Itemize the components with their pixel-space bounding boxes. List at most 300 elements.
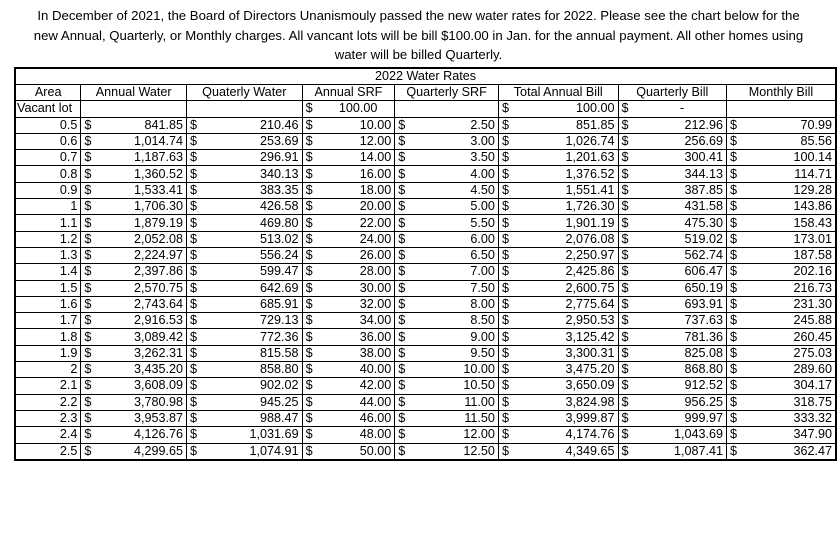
vacant-quarterly-srf xyxy=(395,101,499,117)
cell-quarterly-bill-currency: $ xyxy=(618,296,638,312)
cell-area: 2.5 xyxy=(15,443,81,460)
cell-total-annual-bill: 1,201.63 xyxy=(518,150,618,166)
cell-annual-water-currency: $ xyxy=(81,394,101,410)
cell-total-annual-bill: 2,950.53 xyxy=(518,313,618,329)
cell-monthly-bill: 143.86 xyxy=(746,199,836,215)
cell-monthly-bill: 187.58 xyxy=(746,247,836,263)
cell-annual-srf-currency: $ xyxy=(302,280,322,296)
cell-quarterly-water-currency: $ xyxy=(187,345,207,361)
cell-annual-water-currency: $ xyxy=(81,166,101,182)
cell-quarterly-water-currency: $ xyxy=(187,362,207,378)
vacant-area: Vacant lot xyxy=(15,101,81,117)
cell-area: 1.5 xyxy=(15,280,81,296)
cell-quarterly-srf: 2.50 xyxy=(415,117,499,133)
cell-quarterly-bill: 256.69 xyxy=(638,133,727,149)
cell-total-annual-bill: 2,600.75 xyxy=(518,280,618,296)
cell-quarterly-bill: 781.36 xyxy=(638,329,727,345)
cell-annual-srf: 46.00 xyxy=(322,410,395,426)
cell-total-annual-bill-currency: $ xyxy=(498,166,518,182)
cell-quarterly-water-currency: $ xyxy=(187,410,207,426)
cell-monthly-bill: 85.56 xyxy=(746,133,836,149)
cell-annual-srf: 26.00 xyxy=(322,247,395,263)
cell-quarterly-srf: 4.50 xyxy=(415,182,499,198)
cell-quarterly-water-currency: $ xyxy=(187,427,207,443)
cell-annual-water: 2,224.97 xyxy=(101,247,187,263)
cell-total-annual-bill: 2,250.97 xyxy=(518,247,618,263)
cell-quarterly-srf-currency: $ xyxy=(395,378,415,394)
cell-quarterly-srf-currency: $ xyxy=(395,427,415,443)
table-row xyxy=(15,443,836,460)
cell-annual-srf: 40.00 xyxy=(322,362,395,378)
cell-quarterly-srf-currency: $ xyxy=(395,280,415,296)
cell-annual-srf: 20.00 xyxy=(322,199,395,215)
cell-annual-water-currency: $ xyxy=(81,410,101,426)
cell-annual-water-currency: $ xyxy=(81,313,101,329)
cell-annual-water-currency: $ xyxy=(81,345,101,361)
cell-quarterly-srf: 11.50 xyxy=(415,410,499,426)
table-row xyxy=(15,362,836,378)
table-header-row xyxy=(15,85,836,101)
cell-quarterly-water: 383.35 xyxy=(206,182,302,198)
cell-annual-srf-currency: $ xyxy=(302,117,322,133)
cell-area: 1.8 xyxy=(15,329,81,345)
cell-quarterly-water: 210.46 xyxy=(206,117,302,133)
cell-total-annual-bill-currency: $ xyxy=(498,427,518,443)
cell-quarterly-water: 772.36 xyxy=(206,329,302,345)
cell-quarterly-water-currency: $ xyxy=(187,215,207,231)
cell-annual-water: 1,187.63 xyxy=(101,150,187,166)
cell-total-annual-bill-currency: $ xyxy=(498,313,518,329)
table-row xyxy=(15,150,836,166)
vacant-annual-srf-currency: $ xyxy=(302,101,322,117)
cell-annual-water: 2,052.08 xyxy=(101,231,187,247)
cell-total-annual-bill-currency: $ xyxy=(498,215,518,231)
cell-total-annual-bill: 851.85 xyxy=(518,117,618,133)
cell-quarterly-water-currency: $ xyxy=(187,313,207,329)
table-row xyxy=(15,199,836,215)
cell-quarterly-bill-currency: $ xyxy=(618,329,638,345)
cell-area: 1.1 xyxy=(15,215,81,231)
cell-quarterly-water: 426.58 xyxy=(206,199,302,215)
cell-annual-srf-currency: $ xyxy=(302,410,322,426)
cell-annual-srf: 44.00 xyxy=(322,394,395,410)
cell-quarterly-water-currency: $ xyxy=(187,329,207,345)
cell-quarterly-bill-currency: $ xyxy=(618,280,638,296)
cell-annual-water: 1,706.30 xyxy=(101,199,187,215)
cell-quarterly-bill-currency: $ xyxy=(618,313,638,329)
cell-quarterly-water-currency: $ xyxy=(187,199,207,215)
cell-total-annual-bill-currency: $ xyxy=(498,150,518,166)
table-row xyxy=(15,313,836,329)
cell-quarterly-bill-currency: $ xyxy=(618,410,638,426)
cell-quarterly-bill: 387.85 xyxy=(638,182,727,198)
cell-quarterly-water-currency: $ xyxy=(187,443,207,460)
cell-total-annual-bill: 4,174.76 xyxy=(518,427,618,443)
cell-annual-srf: 14.00 xyxy=(322,150,395,166)
cell-monthly-bill-currency: $ xyxy=(727,410,747,426)
cell-annual-water: 1,360.52 xyxy=(101,166,187,182)
cell-quarterly-srf-currency: $ xyxy=(395,215,415,231)
cell-quarterly-water: 815.58 xyxy=(206,345,302,361)
cell-total-annual-bill: 3,824.98 xyxy=(518,394,618,410)
cell-quarterly-srf: 3.50 xyxy=(415,150,499,166)
cell-annual-srf-currency: $ xyxy=(302,329,322,345)
cell-annual-srf: 38.00 xyxy=(322,345,395,361)
cell-quarterly-water-currency: $ xyxy=(187,166,207,182)
cell-annual-srf: 24.00 xyxy=(322,231,395,247)
cell-annual-srf-currency: $ xyxy=(302,362,322,378)
cell-monthly-bill: 231.30 xyxy=(746,296,836,312)
cell-total-annual-bill: 2,076.08 xyxy=(518,231,618,247)
vacant-annual-srf: 100.00 xyxy=(322,101,395,117)
cell-quarterly-srf: 5.00 xyxy=(415,199,499,215)
cell-area: 0.6 xyxy=(15,133,81,149)
cell-quarterly-srf: 7.50 xyxy=(415,280,499,296)
cell-monthly-bill-currency: $ xyxy=(727,247,747,263)
cell-quarterly-srf: 11.00 xyxy=(415,394,499,410)
cell-monthly-bill: 362.47 xyxy=(746,443,836,460)
cell-quarterly-bill: 650.19 xyxy=(638,280,727,296)
cell-monthly-bill: 216.73 xyxy=(746,280,836,296)
cell-quarterly-bill: 300.41 xyxy=(638,150,727,166)
cell-monthly-bill: 114.71 xyxy=(746,166,836,182)
cell-quarterly-water-currency: $ xyxy=(187,394,207,410)
cell-monthly-bill-currency: $ xyxy=(727,280,747,296)
cell-area: 1.7 xyxy=(15,313,81,329)
cell-quarterly-srf: 4.00 xyxy=(415,166,499,182)
intro-paragraph xyxy=(0,6,837,65)
cell-annual-srf-currency: $ xyxy=(302,150,322,166)
cell-monthly-bill-currency: $ xyxy=(727,182,747,198)
cell-annual-srf-currency: $ xyxy=(302,166,322,182)
cell-monthly-bill-currency: $ xyxy=(727,362,747,378)
table-row xyxy=(15,329,836,345)
cell-annual-water-currency: $ xyxy=(81,329,101,345)
cell-quarterly-bill-currency: $ xyxy=(618,443,638,460)
cell-total-annual-bill: 2,775.64 xyxy=(518,296,618,312)
cell-quarterly-water-currency: $ xyxy=(187,296,207,312)
cell-quarterly-bill: 344.13 xyxy=(638,166,727,182)
cell-quarterly-bill-currency: $ xyxy=(618,133,638,149)
cell-monthly-bill: 245.88 xyxy=(746,313,836,329)
intro-line-3: water will be billed Quarterly. xyxy=(334,47,503,62)
table-row xyxy=(15,215,836,231)
header-total-annual-bill: Total Annual Bill xyxy=(498,85,618,101)
cell-annual-water: 1,879.19 xyxy=(101,215,187,231)
vacant-monthly-bill xyxy=(727,101,837,117)
cell-annual-water-currency: $ xyxy=(81,362,101,378)
cell-monthly-bill: 275.03 xyxy=(746,345,836,361)
cell-annual-water-currency: $ xyxy=(81,443,101,460)
cell-monthly-bill-currency: $ xyxy=(727,231,747,247)
cell-annual-srf-currency: $ xyxy=(302,427,322,443)
header-annual-srf: Annual SRF xyxy=(302,85,395,101)
cell-quarterly-bill-currency: $ xyxy=(618,231,638,247)
cell-quarterly-bill: 956.25 xyxy=(638,394,727,410)
cell-annual-water-currency: $ xyxy=(81,150,101,166)
cell-quarterly-srf-currency: $ xyxy=(395,313,415,329)
cell-annual-water-currency: $ xyxy=(81,378,101,394)
cell-quarterly-srf: 8.00 xyxy=(415,296,499,312)
cell-monthly-bill-currency: $ xyxy=(727,166,747,182)
cell-quarterly-srf: 6.00 xyxy=(415,231,499,247)
table-row xyxy=(15,182,836,198)
intro-line-2: new Annual, Quarterly, or Monthly charges. All vancant lots will be bill $100.00 in Jan. for the annual payment. All other homes using xyxy=(33,27,804,43)
cell-annual-srf-currency: $ xyxy=(302,313,322,329)
cell-quarterly-water-currency: $ xyxy=(187,150,207,166)
cell-total-annual-bill-currency: $ xyxy=(498,362,518,378)
cell-quarterly-srf-currency: $ xyxy=(395,199,415,215)
cell-monthly-bill-currency: $ xyxy=(727,345,747,361)
cell-annual-water: 3,262.31 xyxy=(101,345,187,361)
cell-annual-srf-currency: $ xyxy=(302,378,322,394)
cell-quarterly-water: 1,074.91 xyxy=(206,443,302,460)
cell-quarterly-bill: 1,043.69 xyxy=(638,427,727,443)
cell-monthly-bill: 70.99 xyxy=(746,117,836,133)
cell-annual-water: 4,126.76 xyxy=(101,427,187,443)
cell-quarterly-bill-currency: $ xyxy=(618,247,638,263)
cell-quarterly-srf-currency: $ xyxy=(395,166,415,182)
cell-monthly-bill: 129.28 xyxy=(746,182,836,198)
cell-area: 0.5 xyxy=(15,117,81,133)
cell-total-annual-bill-currency: $ xyxy=(498,133,518,149)
cell-total-annual-bill-currency: $ xyxy=(498,394,518,410)
cell-quarterly-water-currency: $ xyxy=(187,133,207,149)
cell-annual-srf: 48.00 xyxy=(322,427,395,443)
cell-quarterly-bill-currency: $ xyxy=(618,117,638,133)
cell-annual-water-currency: $ xyxy=(81,231,101,247)
cell-monthly-bill: 318.75 xyxy=(746,394,836,410)
cell-annual-water: 4,299.65 xyxy=(101,443,187,460)
cell-monthly-bill-currency: $ xyxy=(727,150,747,166)
cell-annual-srf: 50.00 xyxy=(322,443,395,460)
cell-total-annual-bill: 3,125.42 xyxy=(518,329,618,345)
cell-total-annual-bill: 1,026.74 xyxy=(518,133,618,149)
cell-monthly-bill-currency: $ xyxy=(727,394,747,410)
cell-quarterly-water-currency: $ xyxy=(187,182,207,198)
cell-quarterly-srf: 6.50 xyxy=(415,247,499,263)
cell-total-annual-bill-currency: $ xyxy=(498,345,518,361)
cell-quarterly-srf-currency: $ xyxy=(395,247,415,263)
cell-quarterly-bill-currency: $ xyxy=(618,182,638,198)
cell-total-annual-bill-currency: $ xyxy=(498,182,518,198)
cell-annual-srf-currency: $ xyxy=(302,215,322,231)
cell-total-annual-bill-currency: $ xyxy=(498,329,518,345)
cell-quarterly-water-currency: $ xyxy=(187,264,207,280)
cell-monthly-bill-currency: $ xyxy=(727,215,747,231)
cell-quarterly-bill: 912.52 xyxy=(638,378,727,394)
table-row xyxy=(15,133,836,149)
cell-quarterly-bill: 825.08 xyxy=(638,345,727,361)
cell-area: 2.4 xyxy=(15,427,81,443)
cell-quarterly-srf: 9.00 xyxy=(415,329,499,345)
cell-monthly-bill: 100.14 xyxy=(746,150,836,166)
cell-quarterly-srf: 5.50 xyxy=(415,215,499,231)
cell-quarterly-water: 253.69 xyxy=(206,133,302,149)
cell-quarterly-srf-currency: $ xyxy=(395,362,415,378)
cell-monthly-bill-currency: $ xyxy=(727,443,747,460)
table-row xyxy=(15,231,836,247)
cell-annual-water-currency: $ xyxy=(81,427,101,443)
cell-quarterly-srf: 10.00 xyxy=(415,362,499,378)
cell-annual-srf-currency: $ xyxy=(302,231,322,247)
cell-quarterly-water: 1,031.69 xyxy=(206,427,302,443)
table-row xyxy=(15,345,836,361)
table-row xyxy=(15,378,836,394)
cell-monthly-bill: 289.60 xyxy=(746,362,836,378)
cell-area: 2.2 xyxy=(15,394,81,410)
cell-monthly-bill-currency: $ xyxy=(727,264,747,280)
cell-total-annual-bill-currency: $ xyxy=(498,231,518,247)
cell-quarterly-water: 599.47 xyxy=(206,264,302,280)
cell-area: 1.2 xyxy=(15,231,81,247)
cell-annual-water-currency: $ xyxy=(81,247,101,263)
cell-monthly-bill-currency: $ xyxy=(727,329,747,345)
cell-total-annual-bill: 1,376.52 xyxy=(518,166,618,182)
cell-annual-srf: 32.00 xyxy=(322,296,395,312)
table-row xyxy=(15,264,836,280)
intro-line-1: In December of 2021, the Board of Directors Unanismouly passed the new water rates for 2022. Please see the chart below for the xyxy=(37,8,800,23)
cell-quarterly-bill-currency: $ xyxy=(618,427,638,443)
cell-annual-srf-currency: $ xyxy=(302,345,322,361)
vacant-lot-row xyxy=(15,101,836,117)
cell-annual-water-currency: $ xyxy=(81,199,101,215)
cell-total-annual-bill: 3,300.31 xyxy=(518,345,618,361)
cell-quarterly-water-currency: $ xyxy=(187,117,207,133)
cell-quarterly-water: 556.24 xyxy=(206,247,302,263)
cell-quarterly-srf: 3.00 xyxy=(415,133,499,149)
cell-area: 2.1 xyxy=(15,378,81,394)
cell-monthly-bill-currency: $ xyxy=(727,378,747,394)
table-row xyxy=(15,427,836,443)
cell-total-annual-bill: 1,901.19 xyxy=(518,215,618,231)
vacant-total-annual: 100.00 xyxy=(518,101,618,117)
table-row xyxy=(15,280,836,296)
cell-annual-water-currency: $ xyxy=(81,182,101,198)
cell-quarterly-water-currency: $ xyxy=(187,280,207,296)
table-title: 2022 Water Rates xyxy=(15,68,836,85)
cell-quarterly-bill: 562.74 xyxy=(638,247,727,263)
cell-quarterly-bill: 999.97 xyxy=(638,410,727,426)
cell-quarterly-water-currency: $ xyxy=(187,231,207,247)
cell-annual-water: 2,743.64 xyxy=(101,296,187,312)
cell-quarterly-srf-currency: $ xyxy=(395,394,415,410)
cell-area: 0.8 xyxy=(15,166,81,182)
cell-quarterly-bill-currency: $ xyxy=(618,394,638,410)
cell-monthly-bill: 304.17 xyxy=(746,378,836,394)
cell-total-annual-bill: 2,425.86 xyxy=(518,264,618,280)
cell-monthly-bill: 173.01 xyxy=(746,231,836,247)
cell-quarterly-bill-currency: $ xyxy=(618,264,638,280)
cell-total-annual-bill-currency: $ xyxy=(498,443,518,460)
table-row xyxy=(15,296,836,312)
cell-annual-srf-currency: $ xyxy=(302,133,322,149)
cell-quarterly-bill-currency: $ xyxy=(618,378,638,394)
cell-annual-water-currency: $ xyxy=(81,117,101,133)
cell-monthly-bill-currency: $ xyxy=(727,313,747,329)
cell-quarterly-srf-currency: $ xyxy=(395,296,415,312)
cell-monthly-bill-currency: $ xyxy=(727,296,747,312)
cell-annual-srf: 12.00 xyxy=(322,133,395,149)
cell-annual-water-currency: $ xyxy=(81,133,101,149)
header-quarterly-water: Quaterly Water xyxy=(187,85,303,101)
cell-area: 2 xyxy=(15,362,81,378)
cell-quarterly-srf: 10.50 xyxy=(415,378,499,394)
cell-monthly-bill: 333.32 xyxy=(746,410,836,426)
cell-annual-srf-currency: $ xyxy=(302,247,322,263)
cell-quarterly-srf: 12.00 xyxy=(415,427,499,443)
cell-monthly-bill: 202.16 xyxy=(746,264,836,280)
cell-quarterly-srf: 7.00 xyxy=(415,264,499,280)
cell-area: 1.4 xyxy=(15,264,81,280)
cell-annual-water: 1,533.41 xyxy=(101,182,187,198)
cell-quarterly-bill: 1,087.41 xyxy=(638,443,727,460)
cell-annual-srf: 22.00 xyxy=(322,215,395,231)
water-rates-table xyxy=(14,67,837,461)
cell-quarterly-srf-currency: $ xyxy=(395,150,415,166)
cell-area: 0.9 xyxy=(15,182,81,198)
cell-annual-water: 3,953.87 xyxy=(101,410,187,426)
cell-annual-water: 3,608.09 xyxy=(101,378,187,394)
cell-quarterly-bill: 519.02 xyxy=(638,231,727,247)
cell-annual-water: 2,916.53 xyxy=(101,313,187,329)
cell-total-annual-bill: 4,349.65 xyxy=(518,443,618,460)
cell-monthly-bill-currency: $ xyxy=(727,427,747,443)
cell-annual-water-currency: $ xyxy=(81,280,101,296)
table-row xyxy=(15,410,836,426)
cell-annual-water: 2,397.86 xyxy=(101,264,187,280)
cell-quarterly-water: 902.02 xyxy=(206,378,302,394)
cell-quarterly-srf-currency: $ xyxy=(395,133,415,149)
cell-area: 1.3 xyxy=(15,247,81,263)
cell-annual-srf-currency: $ xyxy=(302,264,322,280)
cell-quarterly-water: 642.69 xyxy=(206,280,302,296)
cell-annual-water: 841.85 xyxy=(101,117,187,133)
cell-total-annual-bill-currency: $ xyxy=(498,410,518,426)
cell-annual-srf-currency: $ xyxy=(302,394,322,410)
cell-quarterly-srf-currency: $ xyxy=(395,410,415,426)
table-title-row xyxy=(15,68,836,85)
table-row xyxy=(15,117,836,133)
cell-monthly-bill-currency: $ xyxy=(727,199,747,215)
cell-total-annual-bill-currency: $ xyxy=(498,247,518,263)
cell-monthly-bill: 158.43 xyxy=(746,215,836,231)
cell-quarterly-water: 945.25 xyxy=(206,394,302,410)
cell-quarterly-srf-currency: $ xyxy=(395,345,415,361)
cell-total-annual-bill: 3,999.87 xyxy=(518,410,618,426)
vacant-total-currency: $ xyxy=(498,101,518,117)
cell-quarterly-bill-currency: $ xyxy=(618,362,638,378)
cell-annual-srf: 36.00 xyxy=(322,329,395,345)
cell-quarterly-water: 340.13 xyxy=(206,166,302,182)
cell-annual-srf: 28.00 xyxy=(322,264,395,280)
header-monthly-bill: Monthly Bill xyxy=(727,85,837,101)
cell-quarterly-bill-currency: $ xyxy=(618,199,638,215)
cell-annual-srf-currency: $ xyxy=(302,182,322,198)
cell-quarterly-bill-currency: $ xyxy=(618,345,638,361)
cell-total-annual-bill: 1,551.41 xyxy=(518,182,618,198)
table-row xyxy=(15,166,836,182)
cell-quarterly-bill: 212.96 xyxy=(638,117,727,133)
cell-quarterly-water-currency: $ xyxy=(187,378,207,394)
cell-annual-water-currency: $ xyxy=(81,296,101,312)
cell-total-annual-bill-currency: $ xyxy=(498,296,518,312)
cell-annual-srf-currency: $ xyxy=(302,296,322,312)
cell-quarterly-srf-currency: $ xyxy=(395,117,415,133)
cell-quarterly-srf-currency: $ xyxy=(395,329,415,345)
cell-quarterly-srf-currency: $ xyxy=(395,443,415,460)
header-quarterly-srf: Quarterly SRF xyxy=(395,85,499,101)
